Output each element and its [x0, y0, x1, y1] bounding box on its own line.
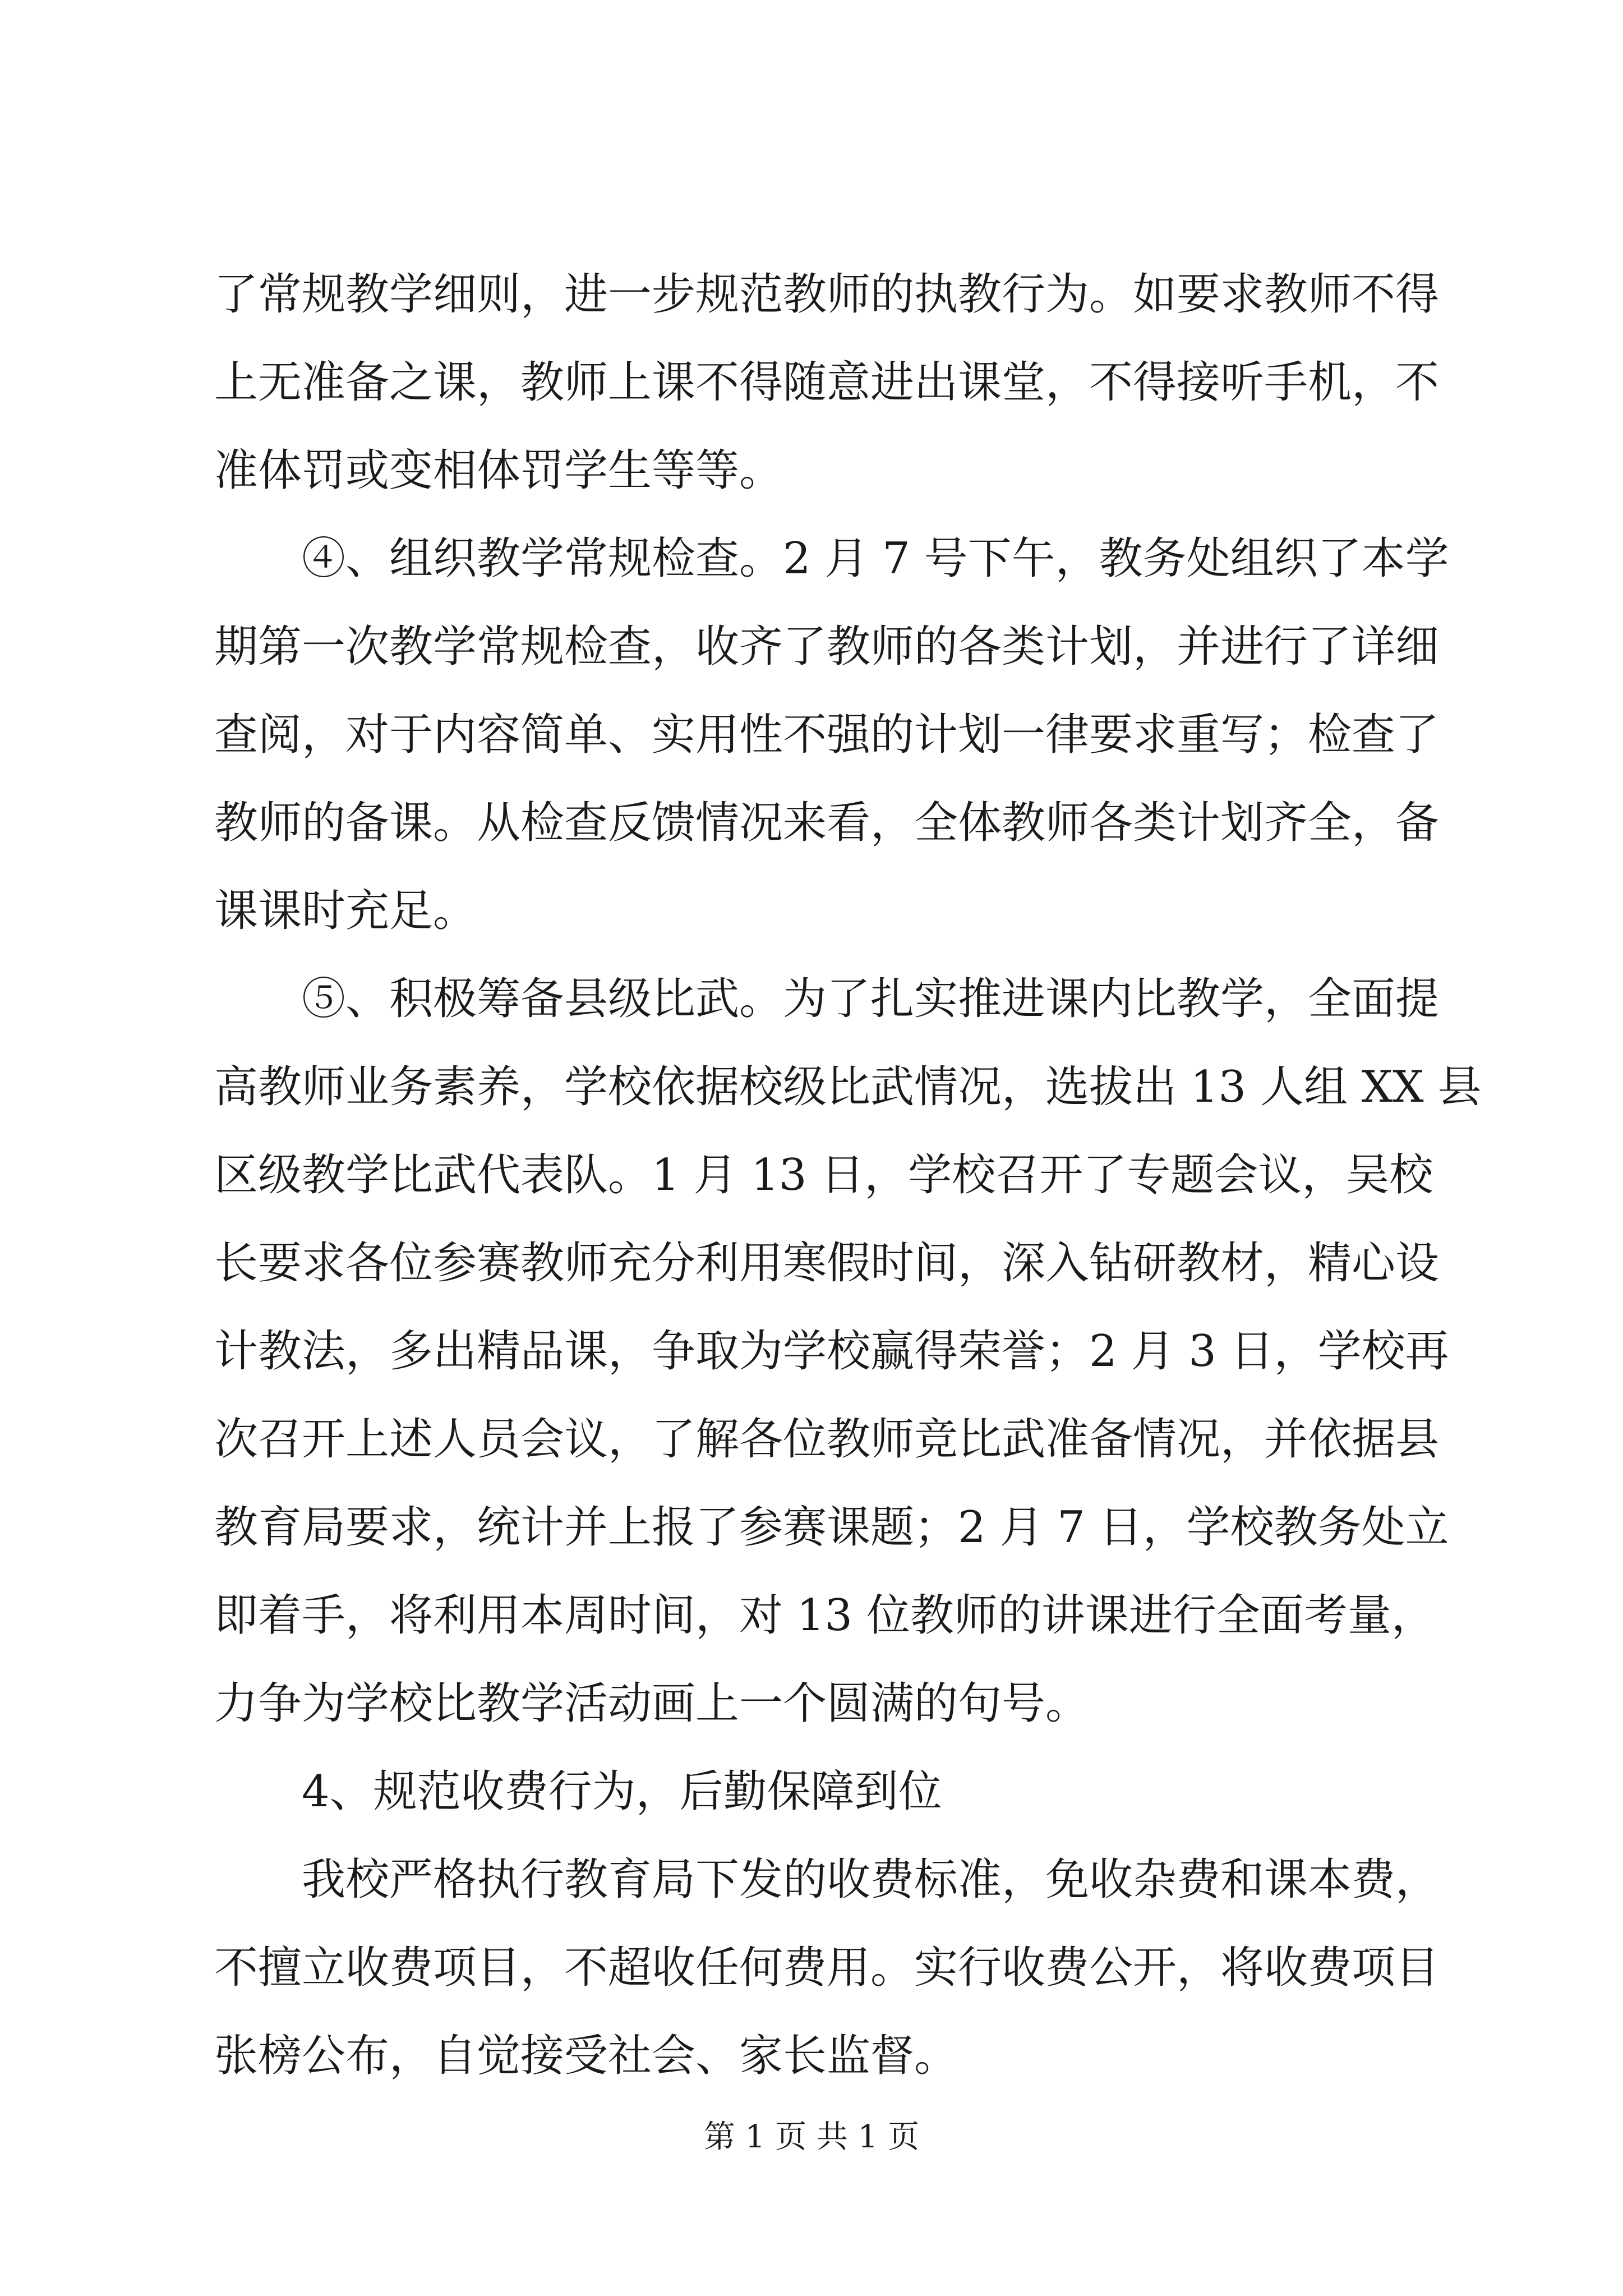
text-line: 即着手，将利用本周时间，对 13 位教师的讲课进行全面考量，	[214, 1590, 1435, 1641]
text-line: 教育局要求，统计并上报了参赛课题；2 月 7 日，学校教务处立	[214, 1502, 1449, 1553]
text-line: 力争为学校比教学活动画上一个圆满的句号。	[214, 1678, 1090, 1729]
text-line: 查阅，对于内容简单、实用性不强的计划一律要求重写；检查了	[214, 710, 1440, 760]
paragraph-start-line: ④、组织教学常规检查。2 月 7 号下午，教务处组织了本学	[302, 533, 1449, 584]
paragraph-start-line: ⑤、积极筹备县级比武。为了扎实推进课内比教学，全面提	[302, 974, 1440, 1024]
text-line: 准体罚或变相体罚学生等等。	[214, 445, 783, 496]
text-line: 不擅立收费项目，不超收任何费用。实行收费公开，将收费项目	[214, 1943, 1440, 1993]
text-line: 张榜公布，自觉接受社会、家长监督。	[214, 2031, 958, 2081]
text-line: 区级教学比武代表队。1 月 13 日，学校召开了专题会议，吴校	[214, 1150, 1433, 1200]
text-line: 了常规教学细则，进一步规范教师的执教行为。如要求教师不得	[214, 269, 1440, 320]
paragraph-start-line: 我校严格执行教育局下发的收费标准，免收杂费和课本费，	[302, 1855, 1440, 1905]
page-number-footer: 第 1 页 共 1 页	[703, 2119, 920, 2155]
document-body	[214, 251, 1482, 2100]
text-line: 期第一次教学常规检查，收齐了教师的各类计划，并进行了详细	[214, 622, 1440, 672]
text-line: 课课时充足。	[214, 886, 477, 936]
text-line: 高教师业务素养，学校依据校级比武情况，选拔出 13 人组 XX 县	[214, 1062, 1482, 1112]
section-heading: 4、规范收费行为，后勤保障到位	[302, 1766, 942, 1817]
text-line: 长要求各位参赛教师充分利用寒假时间，深入钻研教材，精心设	[214, 1238, 1440, 1289]
text-line: 计教法，多出精品课，争取为学校赢得荣誉；2 月 3 日，学校再	[214, 1326, 1449, 1377]
text-line: 次召开上述人员会议，了解各位教师竞比武准备情况，并依据县	[214, 1414, 1440, 1465]
text-line: 教师的备课。从检查反馈情况来看，全体教师各类计划齐全，备	[214, 798, 1440, 848]
text-line: 上无准备之课，教师上课不得随意进出课堂，不得接听手机，不	[214, 357, 1440, 408]
